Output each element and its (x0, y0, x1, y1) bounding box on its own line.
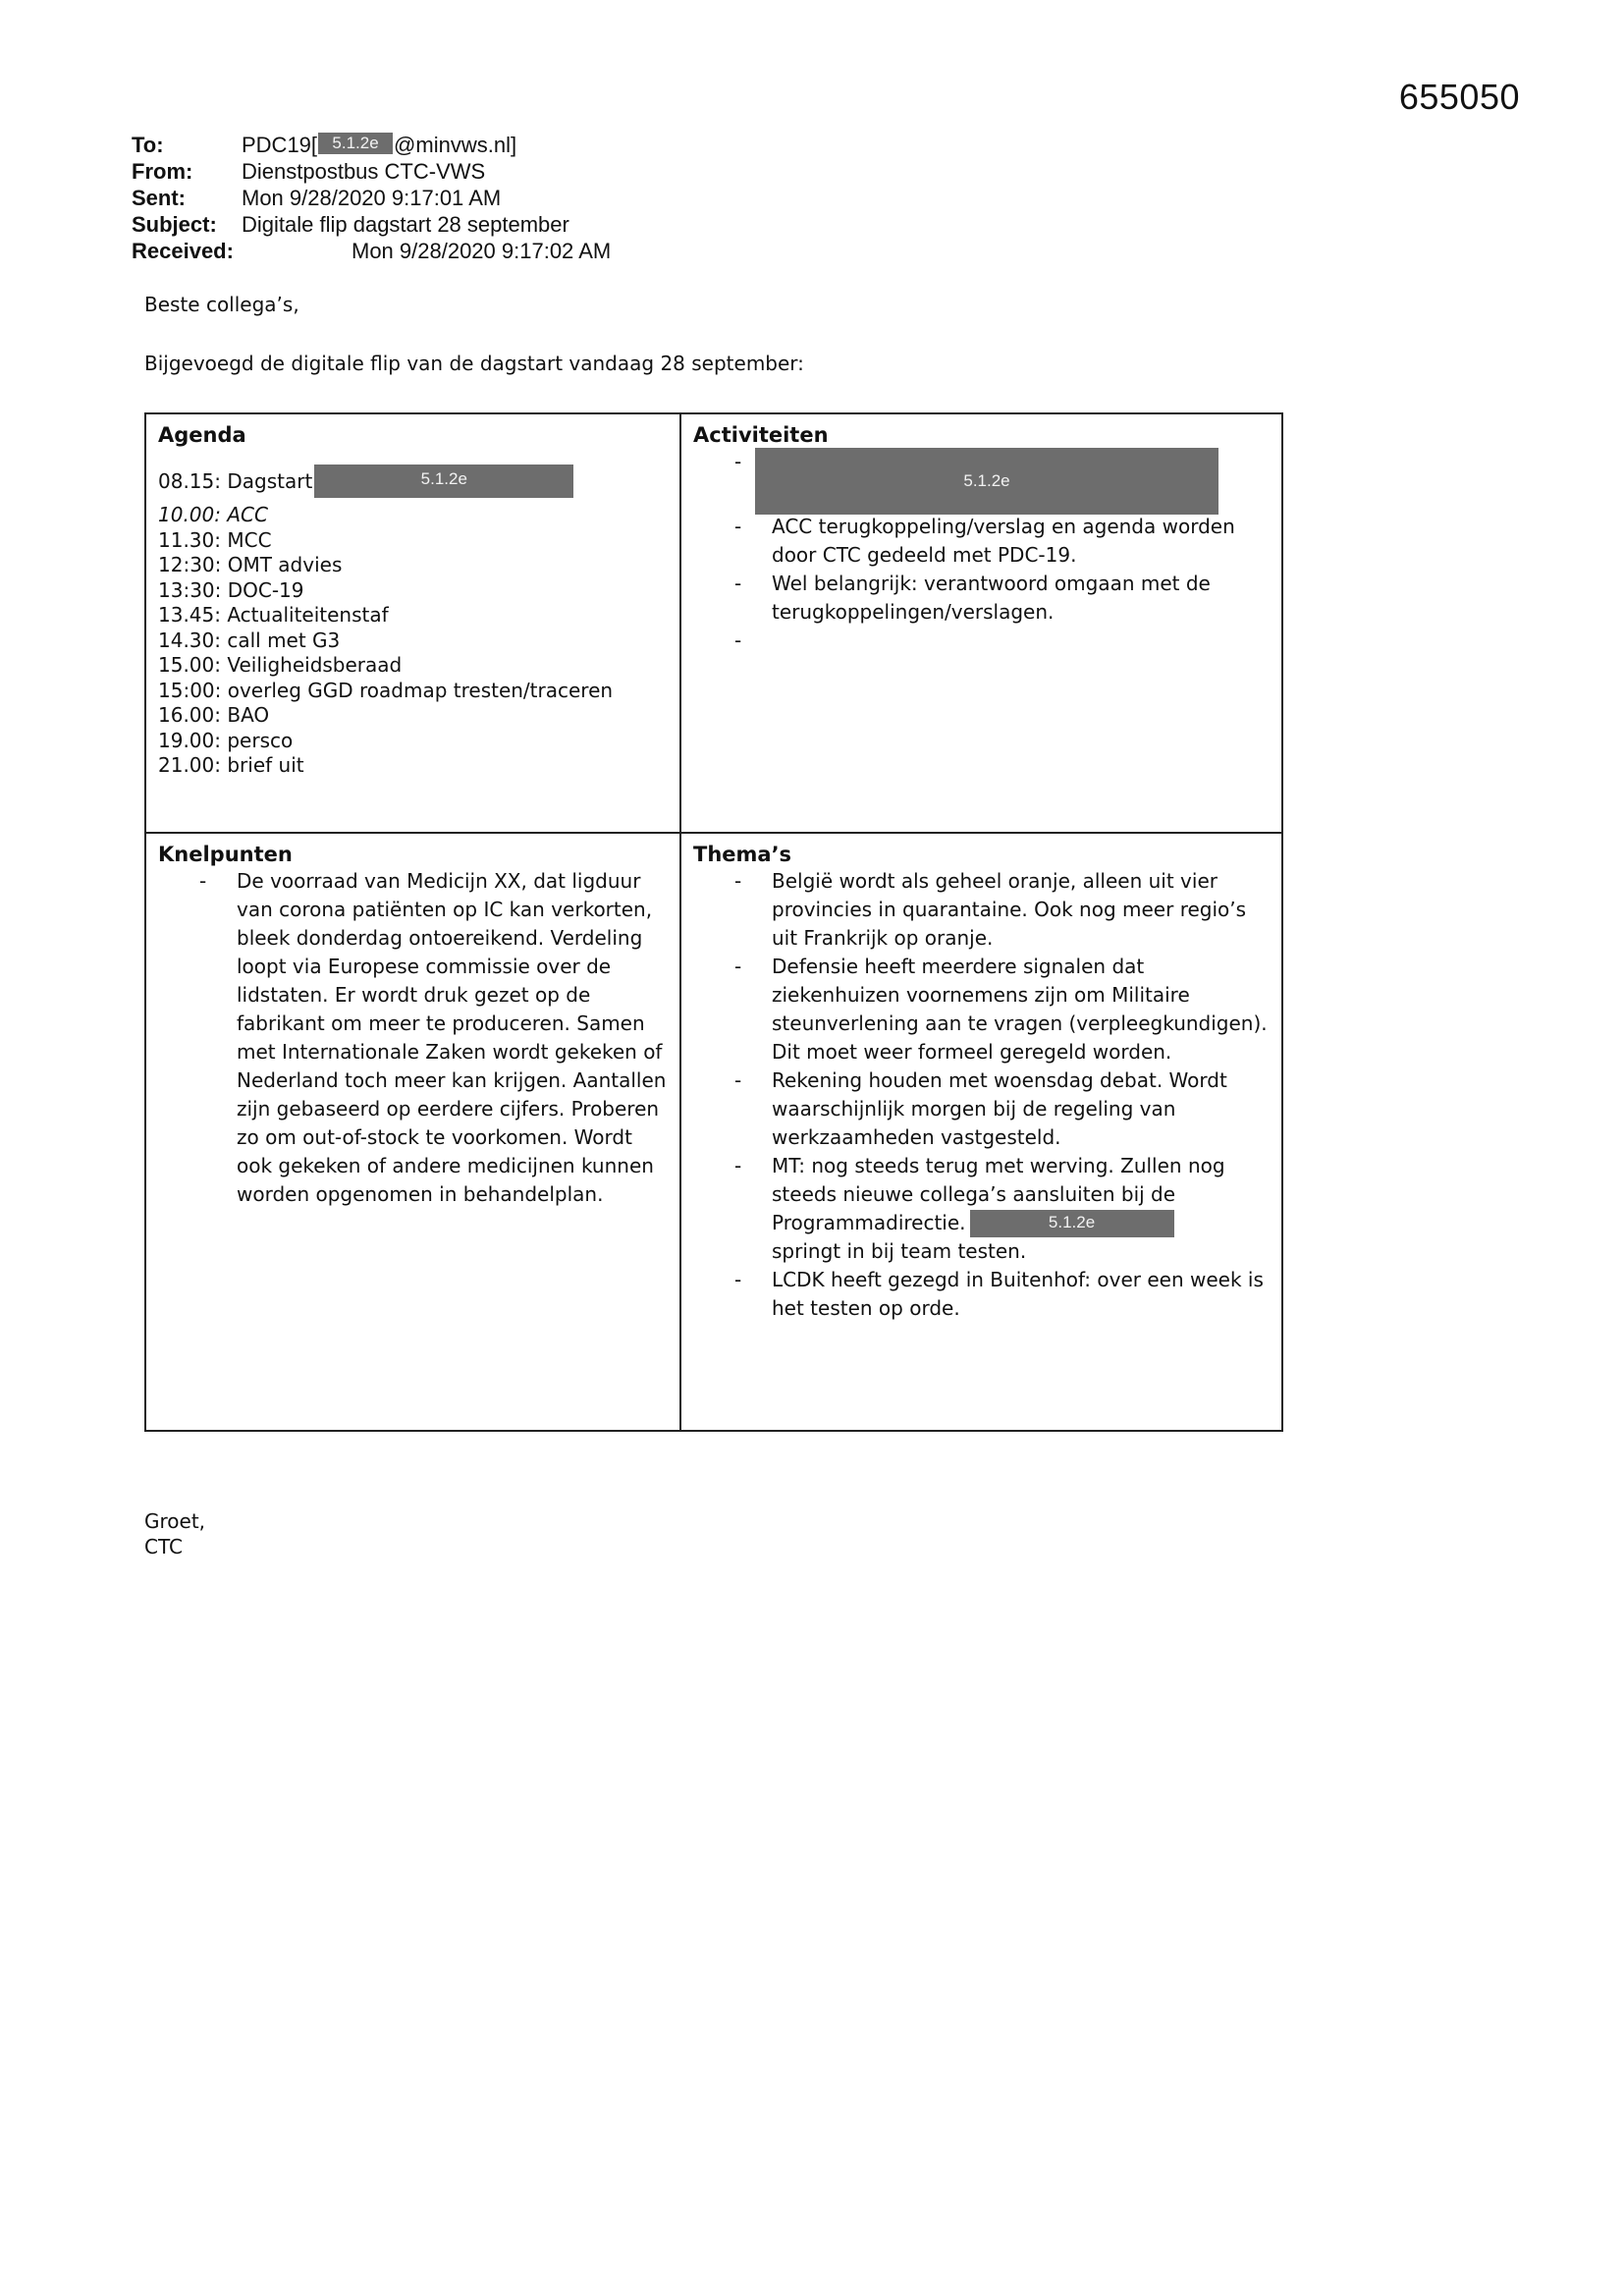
agenda-item: 15.00: Veiligheidsberaad (158, 653, 403, 677)
list-item: - België wordt als geheel oranje, alleen uit vier provincies in quarantaine. Ook nog meer regio’s uit Frankrijk op oranje. (693, 867, 1270, 953)
from-label: From: (132, 159, 193, 184)
redaction-box: - 5.1.2e (755, 448, 1218, 515)
email-header (132, 132, 611, 264)
activiteiten-cell (681, 414, 1281, 834)
agenda-item (158, 469, 668, 503)
agenda-item: 12:30: OMT advies (158, 553, 343, 576)
activiteiten-title: Activiteiten (693, 423, 829, 447)
subject-row (132, 211, 611, 238)
greeting: Beste collega’s, (144, 293, 299, 316)
received-value: Mon 9/28/2020 9:17:02 AM (352, 239, 612, 263)
redaction-box: 5.1.2e (970, 1210, 1174, 1237)
sent-value: Mon 9/28/2020 9:17:01 AM (242, 186, 502, 210)
agenda-item: 21.00: brief uit (158, 753, 304, 777)
agenda-item-text: 08.15: Dagstart (158, 469, 313, 493)
list-item: - ACC terugkoppeling/verslag en agenda worden door CTC gedeeld met PDC-19. (693, 513, 1270, 570)
themas-list (693, 867, 1270, 1323)
closing-greeting: Groet, (144, 1509, 206, 1533)
document-number: 655050 (1398, 77, 1520, 117)
sent-label: Sent: (132, 186, 186, 210)
mt-text: MT: nog steeds terug met werving. Zullen nog steeds nieuwe collega’s aansluiten bij de Programmadirectie. (772, 1154, 1225, 1234)
list-item: - LCDK heeft gezegd in Buitenhof: over een week is het testen op orde. (693, 1266, 1270, 1323)
to-suffix: @minvws.nl] (394, 133, 517, 157)
agenda-item: 13:30: DOC-19 (158, 577, 304, 602)
knelpunten-list (158, 867, 668, 1209)
to-label: To: (132, 133, 164, 157)
list-item: - De voorraad van Medicijn XX, dat ligduur van corona patiënten op IC kan verkorten, bleek donderdag ontoereikend. Verdeling loopt via Europese commissie over de lidstaten. Er wordt druk gezet op de fabrikant om meer te produceren. Samen met Internationale Zaken wordt gekeken of Nederland toch meer kan krijgen. Aantallen zijn gebaseerd op eerdere cijfers. Proberen zo om out-of-stock te voorkomen. Wordt ook gekeken of andere medicijnen kunnen worden opgenomen in behandelplan. (158, 867, 668, 1209)
list-item (693, 1152, 1270, 1266)
closing (144, 1508, 205, 1559)
from-row (132, 158, 611, 185)
agenda-item: 14.30: call met G3 (158, 628, 341, 652)
subject-value: Digitale flip dagstart 28 september (242, 212, 569, 237)
redaction-box: 5.1.2e (314, 465, 573, 498)
from-value: Dienstpostbus CTC-VWS (242, 159, 486, 184)
intro-text: Bijgevoegd de digitale flip van de dagstart vandaag 28 september: (144, 352, 804, 375)
list-item: - Wel belangrijk: verantwoord omgaan met de terugkoppelingen/verslagen. (693, 570, 1270, 627)
list-item: - Rekening houden met woensdag debat. Wordt waarschijnlijk morgen bij de regeling van werkzaamheden vastgesteld. (693, 1066, 1270, 1152)
agenda-item: 19.00: persco (158, 728, 294, 752)
activiteiten-list (693, 448, 1270, 627)
received-row (132, 238, 611, 264)
to-value (242, 132, 516, 158)
knelpunten-title: Knelpunten (158, 843, 293, 866)
received-label: Received: (132, 239, 234, 263)
agenda-item: 13.45: Actualiteitenstaf (158, 603, 389, 627)
subject-label: Subject: (132, 212, 217, 237)
agenda-list (158, 469, 668, 779)
agenda-cell (146, 414, 681, 834)
agenda-item: 15:00: overleg GGD roadmap tresten/traceren (158, 678, 614, 702)
to-prefix: PDC19[ (242, 133, 318, 157)
list-item: - Defensie heeft meerdere signalen dat ziekenhuizen voornemens zijn om Militaire steunverlening aan te vragen (verpleegkundigen). Dit moet weer formeel geregeld worden. (693, 953, 1270, 1066)
list-item (693, 448, 1270, 513)
mt-suffix: springt in bij team testen. (772, 1239, 1027, 1263)
knelpunten-cell (146, 834, 681, 1430)
closing-sender: CTC (144, 1535, 183, 1558)
flip-table (144, 412, 1283, 1432)
agenda-title: Agenda (158, 423, 246, 447)
themas-title: Thema’s (693, 843, 792, 866)
agenda-item: 10.00: ACC (158, 503, 268, 526)
agenda-item: 11.30: MCC (158, 527, 272, 552)
agenda-item: 16.00: BAO (158, 703, 270, 727)
to-row (132, 132, 611, 158)
themas-cell (681, 834, 1281, 1430)
redaction-box: 5.1.2e (318, 133, 393, 154)
sent-row (132, 185, 611, 211)
